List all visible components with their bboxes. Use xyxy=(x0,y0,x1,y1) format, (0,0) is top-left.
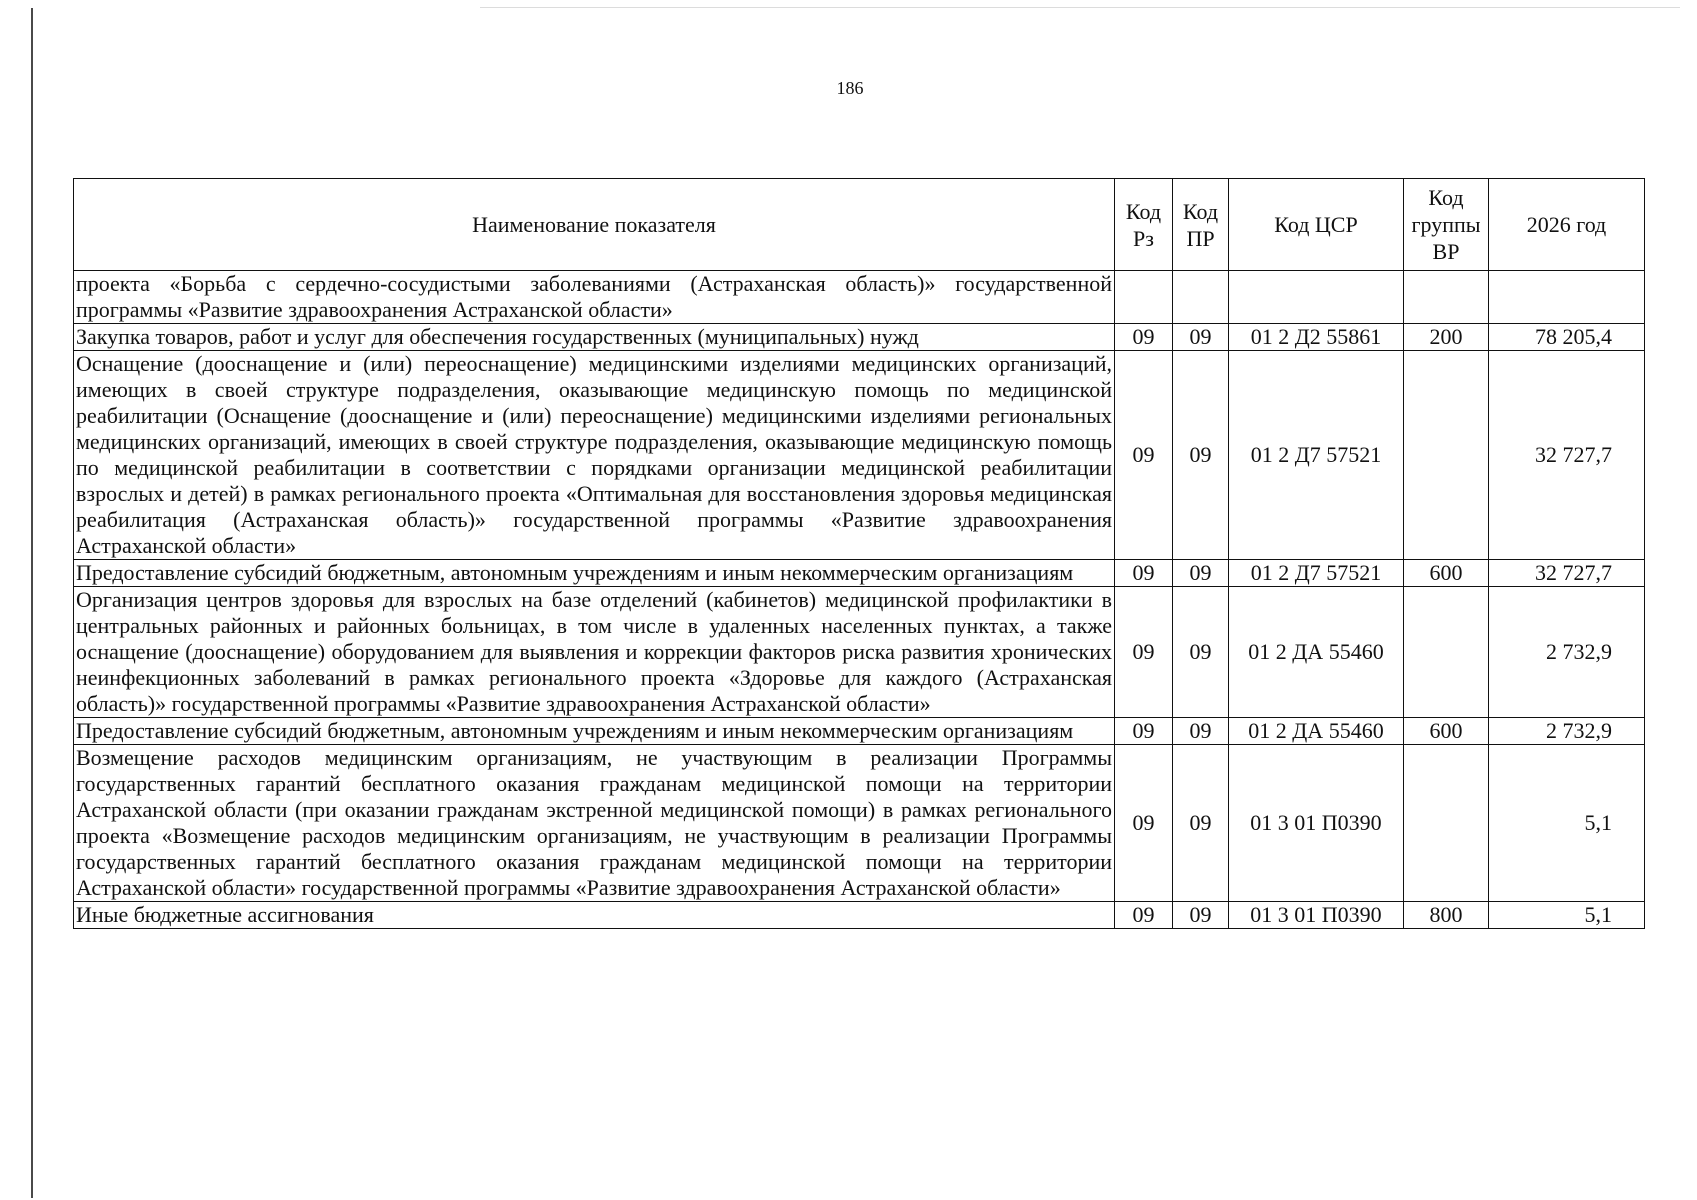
cell-pr: 09 xyxy=(1173,587,1229,718)
header-vr: Код группы ВР xyxy=(1404,179,1489,271)
cell-name: Предоставление субсидий бюджетным, автономным учреждениям и иным некоммерческим организациям xyxy=(74,718,1115,745)
cell-rz: 09 xyxy=(1115,560,1173,587)
cell-pr xyxy=(1173,271,1229,324)
cell-csr: 01 2 Д7 57521 xyxy=(1229,351,1404,560)
cell-vr xyxy=(1404,351,1489,560)
scan-edge-left xyxy=(31,8,33,1198)
cell-vr xyxy=(1404,271,1489,324)
cell-name: Закупка товаров, работ и услуг для обеспечения государственных (муниципальных) нужд xyxy=(74,324,1115,351)
cell-rz: 09 xyxy=(1115,902,1173,929)
cell-csr: 01 3 01 П0390 xyxy=(1229,902,1404,929)
cell-amount: 5,1 xyxy=(1489,745,1645,902)
cell-rz: 09 xyxy=(1115,351,1173,560)
cell-csr: 01 2 ДА 55460 xyxy=(1229,587,1404,718)
cell-name: Оснащение (дооснащение и (или) переоснащение) медицинскими изделиями медицинских организаций, имеющих в своей структуре подразделения, оказывающие медицинскую помощь по медицинской реабилитации (Оснащение (дооснащение и (или) переоснащение) медицинскими изделиями региональных медицинских организаций, имеющих в своей структуре подразделения, оказывающие медицинскую помощь по медицинской реабилитации в соответствии с порядками организации медицинской реабилитации взрослых и детей) в рамках регионального проекта «Оптимальная для восстановления здоровья медицинская реабилитация (Астраханская область)» государственной программы «Развитие здравоохранения Астраханской области» xyxy=(74,351,1115,560)
header-year: 2026 год xyxy=(1489,179,1645,271)
cell-vr xyxy=(1404,745,1489,902)
cell-pr: 09 xyxy=(1173,745,1229,902)
cell-pr: 09 xyxy=(1173,560,1229,587)
cell-amount: 2 732,9 xyxy=(1489,718,1645,745)
cell-name: Иные бюджетные ассигнования xyxy=(74,902,1115,929)
cell-name: Предоставление субсидий бюджетным, автономным учреждениям и иным некоммерческим организациям xyxy=(74,560,1115,587)
cell-csr: 01 3 01 П0390 xyxy=(1229,745,1404,902)
cell-vr: 200 xyxy=(1404,324,1489,351)
cell-pr: 09 xyxy=(1173,351,1229,560)
cell-rz: 09 xyxy=(1115,324,1173,351)
header-rz: Код Рз xyxy=(1115,179,1173,271)
cell-vr: 800 xyxy=(1404,902,1489,929)
cell-name: проекта «Борьба с сердечно-сосудистыми заболеваниями (Астраханская область)» государственной программы «Развитие здравоохранения Астраханской области» xyxy=(74,271,1115,324)
cell-rz xyxy=(1115,271,1173,324)
cell-vr: 600 xyxy=(1404,560,1489,587)
table-row xyxy=(74,324,1645,351)
scan-edge-top xyxy=(480,7,1680,8)
table-row xyxy=(74,745,1645,902)
budget-table xyxy=(73,178,1645,929)
table-row xyxy=(74,718,1645,745)
table-body xyxy=(74,271,1645,929)
cell-csr: 01 2 Д7 57521 xyxy=(1229,560,1404,587)
cell-name: Возмещение расходов медицинским организациям, не участвующим в реализации Программы государственных гарантий бесплатного оказания гражданам медицинской помощи на территории Астраханской области (при оказании гражданам экстренной медицинской помощи) в рамках регионального проекта «Возмещение расходов медицинским организациям, не участвующим в реализации Программы государственных гарантий бесплатного оказания гражданам медицинской помощи на территории Астраханской области» государственной программы «Развитие здравоохранения Астраханской области» xyxy=(74,745,1115,902)
cell-pr: 09 xyxy=(1173,902,1229,929)
cell-amount xyxy=(1489,271,1645,324)
header-row xyxy=(74,179,1645,271)
cell-rz: 09 xyxy=(1115,587,1173,718)
header-name: Наименование показателя xyxy=(74,179,1115,271)
cell-amount: 32 727,7 xyxy=(1489,351,1645,560)
cell-pr: 09 xyxy=(1173,324,1229,351)
table-row xyxy=(74,560,1645,587)
cell-rz: 09 xyxy=(1115,718,1173,745)
cell-rz: 09 xyxy=(1115,745,1173,902)
cell-vr xyxy=(1404,587,1489,718)
cell-csr: 01 2 Д2 55861 xyxy=(1229,324,1404,351)
cell-csr xyxy=(1229,271,1404,324)
cell-name: Организация центров здоровья для взрослых на базе отделений (кабинетов) медицинской профилактики в центральных районных и районных больницах, в том числе в удаленных населенных пунктах, а также оснащение (дооснащение) оборудованием для выявления и коррекции факторов риска развития хронических неинфекционных заболеваний в рамках регионального проекта «Здоровье для каждого (Астраханская область)» государственной программы «Развитие здравоохранения Астраханской области» xyxy=(74,587,1115,718)
cell-amount: 5,1 xyxy=(1489,902,1645,929)
table-header xyxy=(74,179,1645,271)
cell-vr: 600 xyxy=(1404,718,1489,745)
header-pr: Код ПР xyxy=(1173,179,1229,271)
cell-amount: 32 727,7 xyxy=(1489,560,1645,587)
table-row xyxy=(74,351,1645,560)
cell-amount: 78 205,4 xyxy=(1489,324,1645,351)
cell-amount: 2 732,9 xyxy=(1489,587,1645,718)
header-csr: Код ЦСР xyxy=(1229,179,1404,271)
table-row xyxy=(74,587,1645,718)
page-number: 186 xyxy=(836,78,864,98)
cell-csr: 01 2 ДА 55460 xyxy=(1229,718,1404,745)
cell-pr: 09 xyxy=(1173,718,1229,745)
table-row xyxy=(74,902,1645,929)
table-row xyxy=(74,271,1645,324)
